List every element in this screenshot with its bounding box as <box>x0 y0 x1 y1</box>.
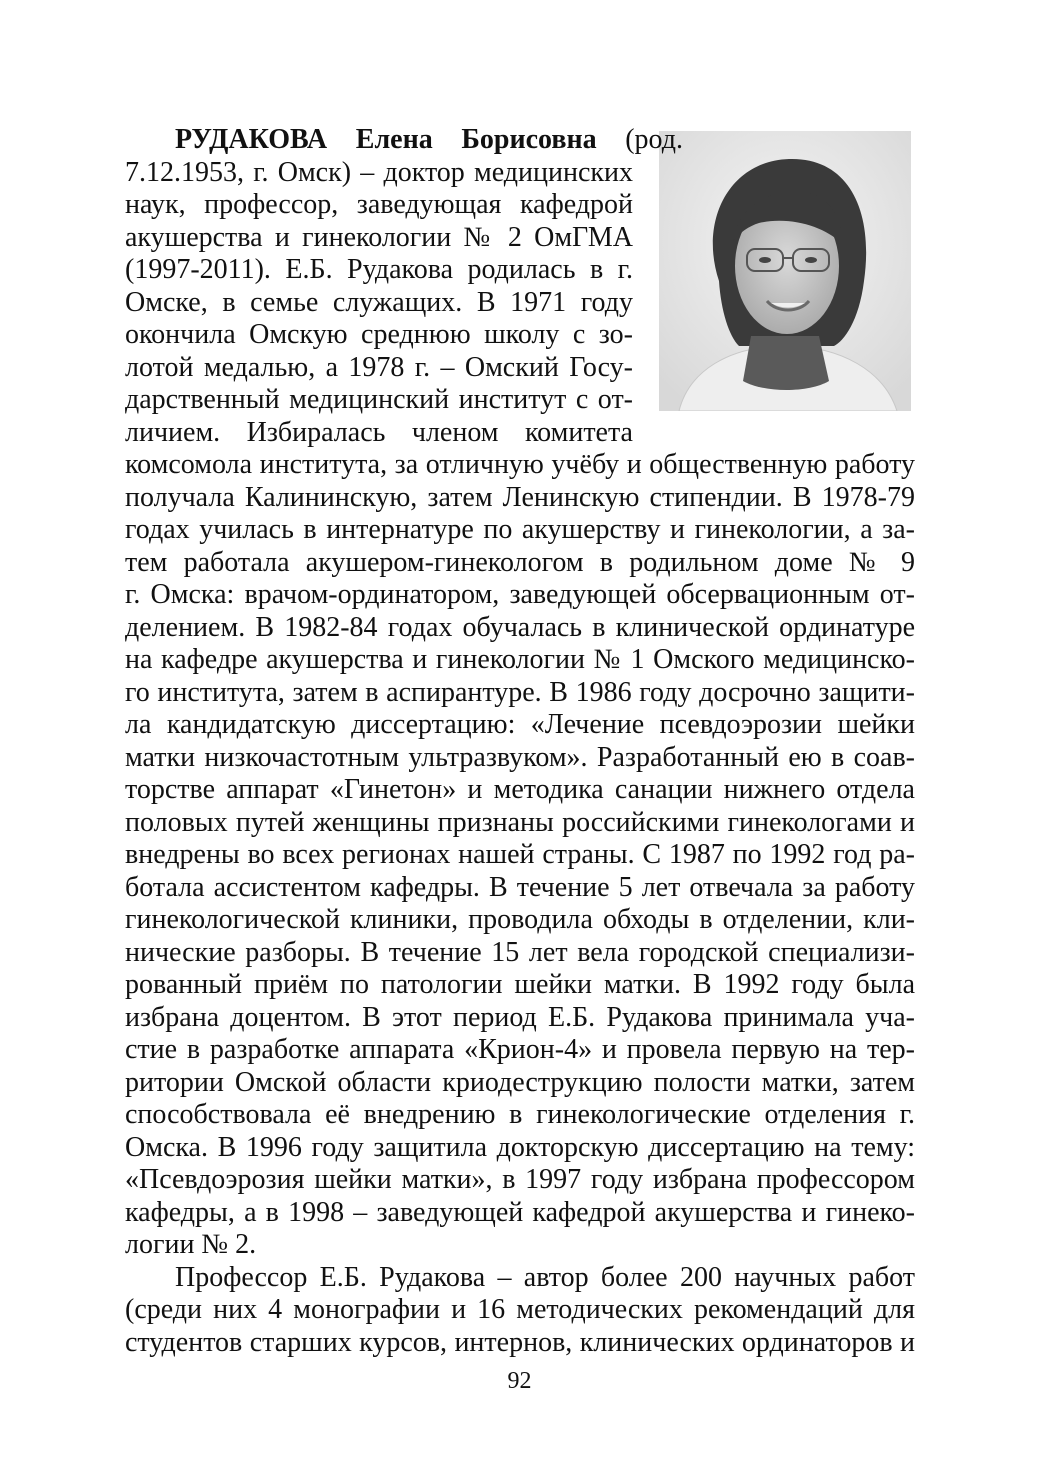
text-line: ритории Омской области криодеструкцию полости матки, затем <box>125 1066 915 1098</box>
text-line: (среди них 4 монографии и 16 методических рекомендаций для <box>125 1294 915 1325</box>
text-line: на кафедре акушерства и гинекологии № 1 Омского медицинско- <box>125 644 915 675</box>
text-line: внедрены во всех регионах нашей страны. С 1987 по 1992 год ра- <box>125 839 915 870</box>
text-line: рованный приём по патологии шейки матки. В 1992 году была <box>125 969 915 1000</box>
text-line: ботала ассистентом кафедры. В течение 5 лет отвечала за работу <box>125 871 915 903</box>
text-line: торстве аппарат «Гинетон» и методика санации нижнего отдела <box>125 774 915 805</box>
text-line: тем работала акушером-гинекологом в родильном доме № 9 <box>125 546 915 578</box>
full-paragraph <box>125 449 915 1262</box>
text-line: г. Омска: врачом-ординатором, заведующей обсервационным от- <box>125 579 915 610</box>
text-line: лотой медалью, а 1978 г. – Омский Госу- <box>125 351 633 383</box>
text-line: способствовала её внедрению в гинекологические отделения г. <box>125 1099 915 1130</box>
text-line: «Псевдоэрозия шейки матки», в 1997 году избрана профессором <box>125 1164 915 1195</box>
text-line: ла кандидатскую диссертацию: «Лечение псевдоэрозии шейки <box>125 709 915 740</box>
person-name: РУДАКОВА Елена Борисовна <box>175 124 597 155</box>
narrow-paragraph <box>125 124 915 449</box>
text-line: стие в разработке аппарата «Крион-4» и провела первую на тер- <box>125 1034 915 1065</box>
text-line: получала Калининскую, затем Ленинскую стипендии. В 1978-79 <box>125 481 915 513</box>
text-line <box>125 124 683 157</box>
text-line: (1997-2011). Е.Б. Рудакова родилась в г. <box>125 254 633 285</box>
text-line: личием. Избиралась членом комитета <box>125 416 633 448</box>
text-line: гинекологической клиники, проводила обходы в отделении, кли- <box>125 904 915 935</box>
text-line: нические разборы. В течение 15 лет вела городской специализи- <box>125 936 915 968</box>
text-line: 7.12.1953, г. Омск) – доктор медицинских <box>125 156 633 188</box>
text-fragment: (род. <box>596 124 683 155</box>
text-line: логии № 2. <box>125 1229 257 1260</box>
text-line: комсомола института, за отличную учёбу и общественную работу <box>125 449 915 480</box>
text-line: Омска. В 1996 году защитила докторскую диссертацию на тему: <box>125 1131 915 1163</box>
biography-text <box>125 124 915 1359</box>
text-line: окончила Омскую среднюю школу с зо- <box>125 319 633 350</box>
text-line: кафедры, а в 1998 – заведующей кафедрой акушерства и гинеко- <box>125 1196 915 1228</box>
page-number: 92 <box>507 1368 532 1394</box>
text-line: студентов старших курсов, интернов, клинических ординаторов и <box>125 1326 915 1358</box>
text-line: акушерства и гинекологии № 2 ОмГМА <box>125 221 633 253</box>
second-paragraph <box>125 1262 915 1360</box>
text-line: дарственный медицинский институт с от- <box>125 384 633 415</box>
text-line: годах училась в интернатуре по акушерству и гинекологии, а за- <box>125 514 915 545</box>
text-line: Профессор Е.Б. Рудакова – автор более 200 научных работ <box>175 1261 915 1293</box>
text-line: матки низкочастотным ультразвуком». Разработанный ею в соав- <box>125 741 915 773</box>
text-line: делением. В 1982-84 годах обучалась в клинической ординатуре <box>125 611 915 643</box>
text-line: наук, профессор, заведующая кафедрой <box>125 189 633 220</box>
text-line: половых путей женщины признаны российскими гинекологами и <box>125 806 915 838</box>
text-line: го института, затем в аспирантуре. В 1986 году досрочно защити- <box>125 676 915 708</box>
text-line: Омске, в семье служащих. В 1971 году <box>125 286 633 318</box>
text-line: избрана доцентом. В этот период Е.Б. Рудакова принимала уча- <box>125 1001 915 1033</box>
